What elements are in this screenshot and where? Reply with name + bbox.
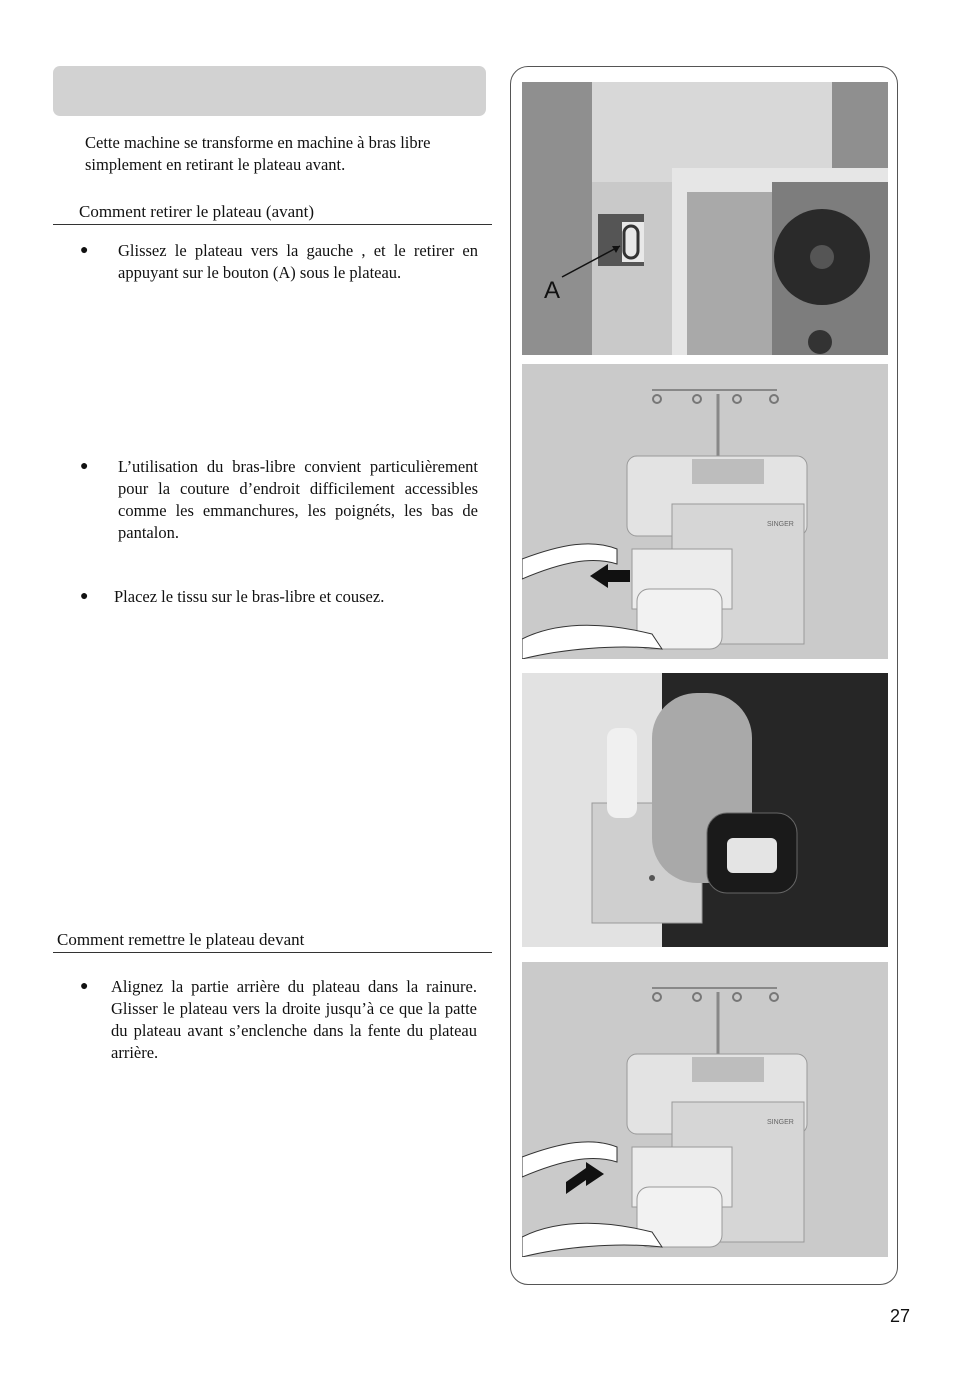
bullet-text: Alignez la partie arrière du plateau dans la rainure. Glisser le plateau vers la droite jusqu’à ce que la patte du plateau avant s’enclenche dans la fente du plateau arrière. (111, 977, 477, 1062)
label-a: A (544, 277, 561, 304)
page-number: 27 (889, 1306, 910, 1326)
bullet-icon: ● (80, 589, 89, 604)
figure-replace-plate (522, 962, 888, 1257)
bullet-text: Glissez le plateau vers la gauche , et le retirer en appuyant sur le bouton (A) sous le plateau. (118, 241, 478, 282)
bullet-icon: ● (80, 459, 89, 474)
figure-free-arm (522, 673, 888, 947)
intro-text: Cette machine se transforme en machine à bras libre simplement en retirant le plateau avant. (85, 133, 431, 174)
brand-label: SINGER (767, 1119, 794, 1126)
bullet-icon: ● (80, 979, 89, 994)
brand-label: SINGER (767, 521, 794, 528)
figure-button-a (522, 82, 888, 355)
figure-remove-plate (522, 364, 888, 659)
bullet-text: L’utilisation du bras-libre convient particulièrement pour la couture d’endroit difficilement accessibles comme les emmanchures, les poignéts, les bas de pantalon. (118, 457, 478, 542)
bullet-icon: ● (80, 243, 89, 258)
bullet-text: Placez le tissu sur le bras-libre et cousez. (114, 587, 385, 606)
heading-replace-plate: Comment remettre le plateau devant (53, 929, 492, 953)
heading-remove-plate: Comment retirer le plateau (avant) (53, 201, 492, 225)
section-title-bar (53, 66, 486, 116)
